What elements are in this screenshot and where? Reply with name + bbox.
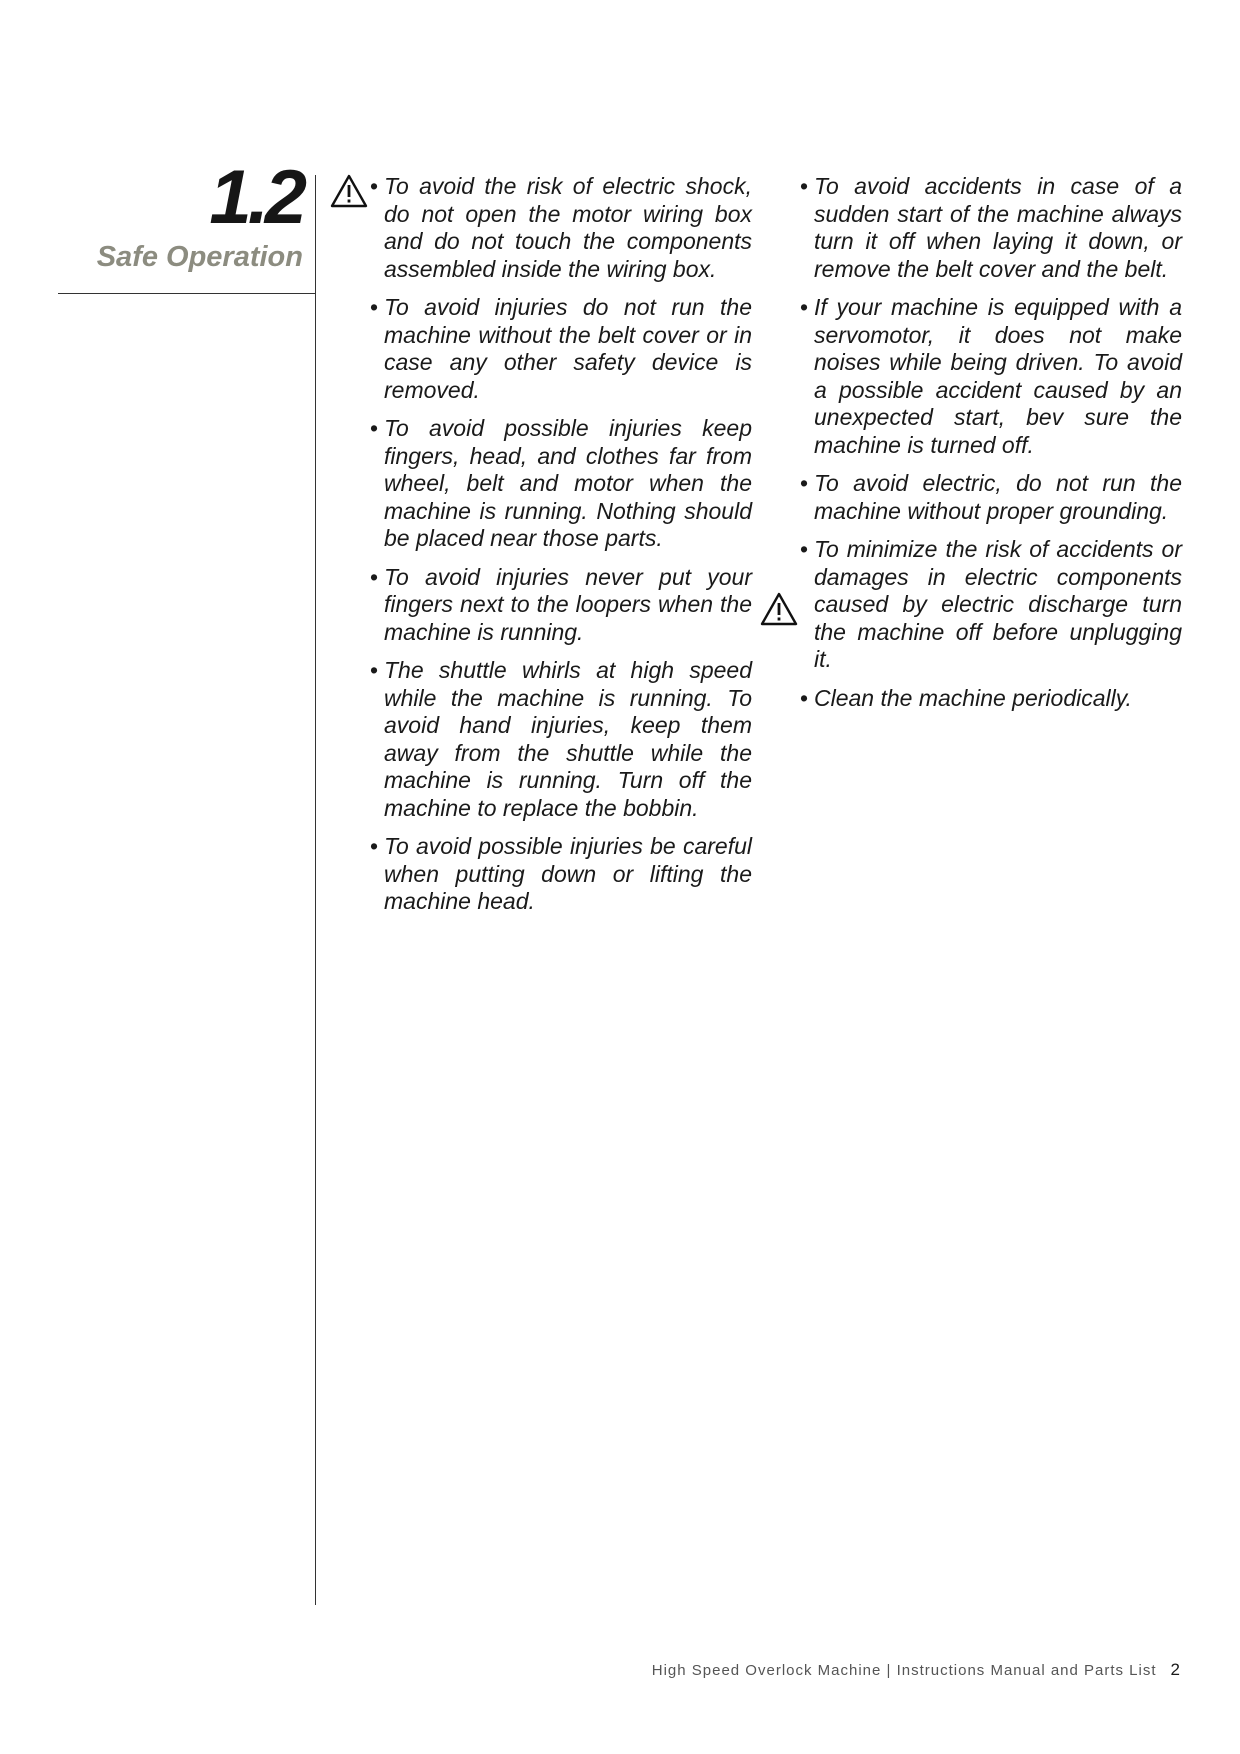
bullet: • <box>800 173 809 199</box>
safety-item <box>800 294 1182 459</box>
bullet: • <box>370 833 379 859</box>
section-title: Safe Operation <box>96 241 303 273</box>
bullet: • <box>800 684 809 711</box>
safety-item <box>370 415 752 553</box>
safety-item-text: To avoid accidents in case of a sudden start of the machine always turn it off when laying it down, or remove the belt cover and the belt. <box>814 173 1182 282</box>
bullet: • <box>800 470 809 496</box>
safety-list-right <box>800 173 1182 723</box>
bullet: • <box>370 294 379 320</box>
safety-item-text: Clean the machine periodically. <box>814 684 1132 711</box>
safety-item <box>370 294 752 404</box>
bullet: • <box>370 173 379 199</box>
safety-item-text: To avoid injuries do not run the machine without the belt cover or in case any other safety device is removed. <box>384 294 752 403</box>
safety-item-text: To avoid possible injuries be careful when putting down or lifting the machine head. <box>384 833 752 914</box>
safety-list-left <box>370 173 752 927</box>
safety-item <box>800 173 1182 283</box>
safety-item-text: To avoid injuries never put your fingers next to the loopers when the machine is running. <box>384 563 752 645</box>
page-number: 2 <box>1170 1660 1180 1679</box>
header-divider <box>58 293 315 294</box>
warning-triangle-icon <box>760 592 798 626</box>
bullet: • <box>800 536 809 562</box>
safety-item <box>800 684 1182 713</box>
safety-item-text: The shuttle whirls at high speed while the machine is running. To avoid hand injuries, keep them away from the shuttle while the machine is running. Turn off the machine to replace the bobbin. <box>384 657 752 821</box>
safety-item <box>800 536 1182 674</box>
safety-item-text: To avoid the risk of electric shock, do not open the motor wiring box and do not touch the components assembled inside the wiring box. <box>384 173 752 282</box>
bullet: • <box>370 415 379 441</box>
safety-item-text: If your machine is equipped with a servomotor, it does not make noises while being driven. To avoid a possible accident caused by an unexpected start, bev sure the machine is turned off. <box>814 294 1182 458</box>
safety-item <box>370 563 752 647</box>
warning-triangle-icon <box>330 174 368 208</box>
page-footer <box>652 1660 1180 1680</box>
safety-item <box>370 833 752 916</box>
section-number: 1.2 <box>209 155 303 240</box>
safety-item-text: To minimize the risk of accidents or damages in electric components caused by electric discharge turn the machine off before unplugging it. <box>814 536 1182 672</box>
bullet: • <box>370 657 379 683</box>
bullet: • <box>370 563 379 590</box>
safety-item <box>370 657 752 822</box>
column-divider <box>315 175 316 1605</box>
safety-item <box>370 173 752 283</box>
safety-item-text: To avoid possible injuries keep fingers, head, and clothes far from wheel, belt and motor when the machine is running. Nothing should be placed near those parts. <box>384 415 752 551</box>
safety-item-text: To avoid electric, do not run the machine without proper grounding. <box>814 470 1182 524</box>
footer-text: High Speed Overlock Machine | Instructions Manual and Parts List <box>651 1662 1157 1679</box>
safety-item <box>800 470 1182 525</box>
bullet: • <box>800 294 809 320</box>
